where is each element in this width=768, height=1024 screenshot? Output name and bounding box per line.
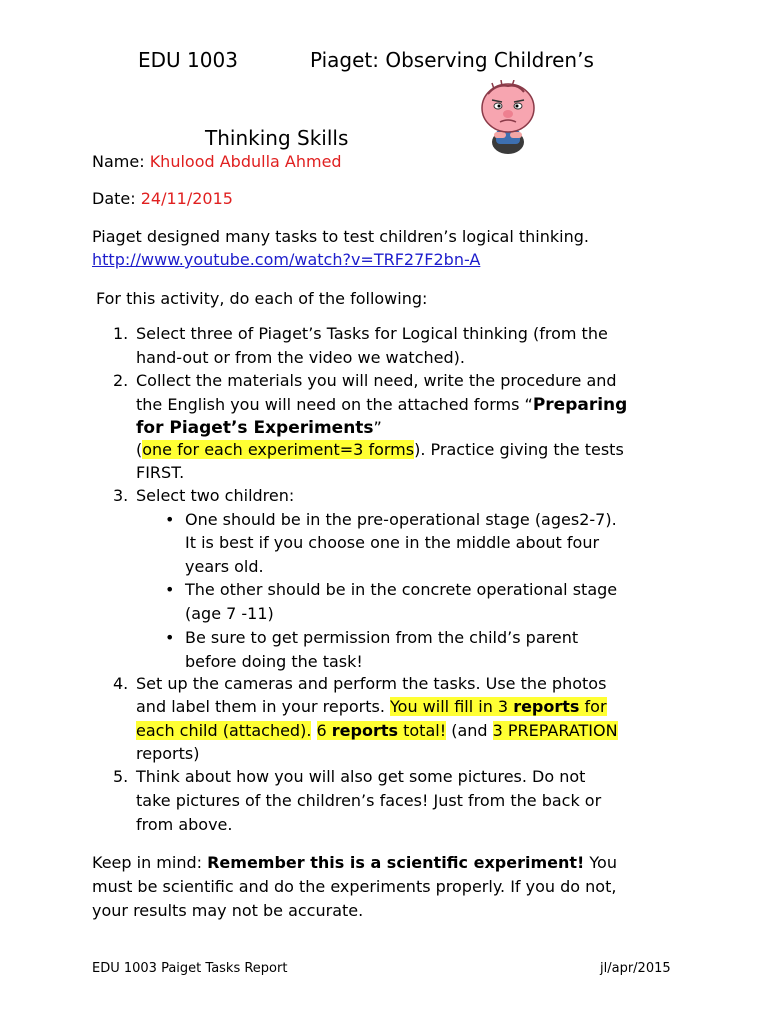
bullet3-line1: Be sure to get permission from the child’s parent: [185, 628, 579, 647]
item1-line1: Select three of Piaget’s Tasks for Logical thinking (from the: [136, 324, 608, 343]
page-title-line2: Thinking Skills: [205, 126, 349, 150]
highlight-reports: You will fill in 3 reports for: [390, 697, 607, 716]
item5-line3: from above.: [136, 815, 233, 834]
item2-line5: FIRST.: [136, 463, 185, 482]
bullet2-line1: The other should be in the concrete operational stage: [185, 580, 618, 599]
bullet3-line2: before doing the task!: [185, 652, 363, 671]
item4-line4: reports): [136, 744, 200, 763]
name-label: Name: [92, 152, 140, 171]
bullet1-line3: years old.: [185, 557, 264, 576]
page-title: Piaget: Observing Children’s: [310, 48, 594, 72]
item4-line2: and label them in your reports. You will fill in 3 reports for: [136, 697, 607, 716]
item2-line4: (one for each experiment=3 forms). Practice giving the tests: [136, 440, 624, 459]
item2-line2: the English you will need on the attached forms “Preparing: [136, 395, 628, 415]
list-number: 5.: [113, 767, 129, 786]
list-number: 2.: [113, 371, 129, 390]
keep-line2: must be scientific and do the experiments properly. If you do not,: [92, 877, 617, 896]
activity-intro: For this activity, do each of the following:: [96, 289, 428, 308]
thinking-child-clipart: [472, 80, 544, 154]
bullet1-line2: It is best if you choose one in the middle about four: [185, 533, 600, 552]
keep-emphasis: Remember this is a scientific experiment!: [207, 853, 585, 872]
date-value: 24/11/2015: [140, 189, 233, 208]
bullet-icon: •: [165, 628, 175, 647]
item2-line1: Collect the materials you will need, write the procedure and: [136, 371, 617, 390]
item4-line3: each child (attached). 6 reports total! (and 3 PREPARATION: [136, 721, 618, 740]
footer-left: EDU 1003 Paiget Tasks Report: [92, 961, 288, 976]
bullet1-line1: One should be in the pre-operational stage (ages2-7).: [185, 510, 617, 529]
keep-line1: Keep in mind: Remember this is a scientific experiment! You: [92, 853, 617, 872]
name-line: Name: Khulood Abdulla Ahmed: [92, 152, 342, 171]
date-label: Date: [92, 189, 131, 208]
item4-line1: Set up the cameras and perform the tasks. Use the photos: [136, 674, 607, 693]
footer-right: jl/apr/2015: [600, 961, 671, 976]
bullet-icon: •: [165, 580, 175, 599]
highlight-forms: one for each experiment=3 forms: [142, 440, 415, 459]
bullet-icon: •: [165, 510, 175, 529]
item1-line2: hand-out or from the video we watched).: [136, 348, 465, 367]
highlight-preparation: 3 PREPARATION: [492, 721, 618, 740]
date-line: Date: 24/11/2015: [92, 189, 233, 208]
item5-line1: Think about how you will also get some pictures. Do not: [136, 767, 586, 786]
item5-line2: take pictures of the children’s faces! Just from the back or: [136, 791, 602, 810]
list-number: 4.: [113, 674, 129, 693]
item2-line3: for Piaget’s Experiments”: [136, 418, 382, 438]
course-code: EDU 1003: [138, 48, 238, 72]
list-number: 3.: [113, 486, 129, 505]
highlight-total: 6 reports total!: [316, 721, 447, 740]
keep-line3: your results may not be accurate.: [92, 901, 364, 920]
item3-line1: Select two children:: [136, 486, 295, 505]
intro-text: Piaget designed many tasks to test children’s logical thinking.: [92, 227, 589, 246]
bullet2-line2: (age 7 -11): [185, 604, 274, 623]
student-name: Khulood Abdulla Ahmed: [149, 152, 342, 171]
list-number: 1.: [113, 324, 129, 343]
video-link[interactable]: http://www.youtube.com/watch?v=TRF27F2bn-A: [92, 250, 481, 269]
